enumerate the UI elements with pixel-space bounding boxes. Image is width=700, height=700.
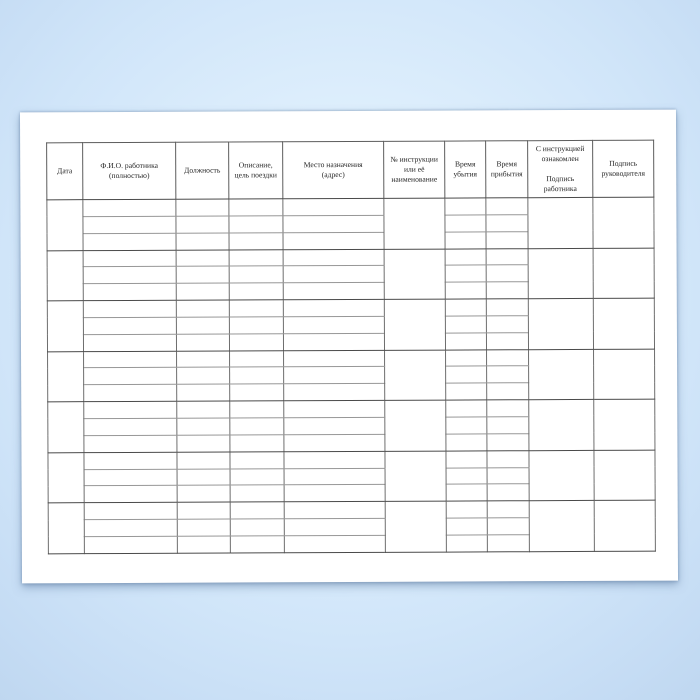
cell-arrival-time xyxy=(487,417,529,434)
cell-arrival-time xyxy=(487,400,529,417)
journal-table xyxy=(46,140,656,554)
cell-trip-purpose xyxy=(230,519,284,536)
cell-employee-name xyxy=(84,351,177,368)
cell-departure-time xyxy=(445,333,486,350)
cell-employee-name xyxy=(84,536,177,553)
cell-arrival-time xyxy=(486,299,528,316)
document-page xyxy=(20,110,678,584)
cell-destination xyxy=(283,333,384,350)
col-header-destination: Место назначения (адрес) xyxy=(283,141,384,198)
cell-supervisor-signature xyxy=(593,197,654,248)
cell-position xyxy=(176,283,229,300)
col-header-employee-signature: С инструкцией ознакомлен Подпись работника xyxy=(528,140,593,197)
cell-employee-name xyxy=(83,250,176,267)
cell-arrival-time xyxy=(486,248,528,265)
cell-employee-signature xyxy=(528,298,593,349)
cell-trip-purpose xyxy=(230,367,284,384)
cell-departure-time xyxy=(446,366,487,383)
cell-departure-time xyxy=(446,349,487,366)
cell-employee-name xyxy=(84,401,177,418)
col-header-employee-name: Ф.И.О. работника (полностью) xyxy=(83,142,176,199)
cell-date xyxy=(48,503,84,554)
cell-destination xyxy=(284,367,385,384)
cell-trip-purpose xyxy=(229,334,283,351)
cell-employee-name xyxy=(83,199,176,216)
cell-date xyxy=(47,200,83,251)
cell-trip-purpose xyxy=(229,300,283,317)
cell-position xyxy=(176,317,229,334)
table-row xyxy=(47,298,654,317)
cell-instruction-number xyxy=(384,249,445,300)
cell-employee-name xyxy=(84,502,177,519)
cell-trip-purpose xyxy=(230,485,284,502)
cell-departure-time xyxy=(446,400,487,417)
cell-destination xyxy=(284,417,385,434)
cell-departure-time xyxy=(446,451,487,468)
cell-arrival-time xyxy=(487,434,529,451)
cell-employee-signature xyxy=(529,349,594,400)
cell-departure-time xyxy=(445,248,486,265)
cell-position xyxy=(177,435,230,452)
cell-position xyxy=(177,469,230,486)
cell-employee-signature xyxy=(529,501,594,552)
cell-employee-name xyxy=(84,486,177,503)
cell-supervisor-signature xyxy=(594,399,655,450)
cell-destination xyxy=(284,502,385,519)
cell-date xyxy=(48,452,84,503)
cell-destination xyxy=(284,451,385,468)
col-header-supervisor-signature: Подпись руководителя xyxy=(593,140,654,197)
cell-departure-time xyxy=(445,232,486,249)
cell-arrival-time xyxy=(486,282,528,299)
cell-departure-time xyxy=(446,383,487,400)
cell-employee-name xyxy=(84,452,177,469)
table-row xyxy=(47,248,654,267)
cell-departure-time xyxy=(445,265,486,282)
cell-supervisor-signature xyxy=(593,248,654,299)
cell-position xyxy=(176,300,229,317)
cell-position xyxy=(176,266,229,283)
cell-trip-purpose xyxy=(229,317,283,334)
cell-position xyxy=(176,216,229,233)
cell-supervisor-signature xyxy=(594,450,655,501)
cell-instruction-number xyxy=(385,451,446,502)
cell-position xyxy=(176,199,229,216)
cell-trip-purpose xyxy=(230,401,284,418)
cell-destination xyxy=(284,350,385,367)
cell-departure-time xyxy=(446,417,487,434)
cell-departure-time xyxy=(446,501,487,518)
table-row xyxy=(47,197,654,216)
cell-destination xyxy=(283,249,384,266)
col-header-instruction-number: № инструкции или её наименование xyxy=(384,141,445,198)
cell-arrival-time xyxy=(486,316,528,333)
cell-position xyxy=(177,418,230,435)
table-row xyxy=(48,500,655,519)
cell-arrival-time xyxy=(487,518,529,535)
cell-trip-purpose xyxy=(229,266,283,283)
col-header-date: Дата xyxy=(47,143,83,200)
cell-departure-time xyxy=(445,215,486,232)
col-header-trip-purpose: Описание, цель поездки xyxy=(229,142,283,199)
cell-departure-time xyxy=(446,518,487,535)
cell-trip-purpose xyxy=(230,350,284,367)
cell-arrival-time xyxy=(487,501,529,518)
table-row xyxy=(48,450,655,469)
cell-trip-purpose xyxy=(230,435,284,452)
cell-destination xyxy=(284,535,385,552)
cell-trip-purpose xyxy=(230,536,284,553)
col-header-arrival-time: Время прибытия xyxy=(486,141,528,198)
cell-departure-time xyxy=(446,434,487,451)
cell-employee-name xyxy=(83,283,176,300)
cell-arrival-time xyxy=(486,265,528,282)
cell-trip-purpose xyxy=(230,468,284,485)
cell-date xyxy=(47,250,83,301)
cell-employee-name xyxy=(84,385,177,402)
cell-employee-name xyxy=(83,300,176,317)
cell-position xyxy=(177,536,230,553)
cell-arrival-time xyxy=(487,535,529,552)
table-row xyxy=(48,349,655,368)
cell-position xyxy=(177,502,230,519)
cell-instruction-number xyxy=(385,350,446,401)
col-header-position: Должность xyxy=(176,142,229,199)
cell-date xyxy=(48,351,84,402)
cell-arrival-time xyxy=(487,484,529,501)
cell-arrival-time xyxy=(487,366,529,383)
cell-destination xyxy=(284,384,385,401)
cell-employee-name xyxy=(84,519,177,536)
cell-trip-purpose xyxy=(229,216,283,233)
cell-employee-name xyxy=(83,334,176,351)
cell-position xyxy=(177,367,230,384)
cell-employee-signature xyxy=(528,248,593,299)
cell-trip-purpose xyxy=(230,384,284,401)
cell-employee-name xyxy=(84,435,177,452)
cell-destination xyxy=(284,468,385,485)
cell-departure-time xyxy=(446,467,487,484)
cell-instruction-number xyxy=(384,299,445,350)
cell-arrival-time xyxy=(487,450,529,467)
cell-destination xyxy=(284,518,385,535)
col-header-departure-time: Время убытия xyxy=(445,141,486,198)
cell-trip-purpose xyxy=(230,418,284,435)
cell-destination xyxy=(283,266,384,283)
cell-arrival-time xyxy=(486,231,528,248)
cell-departure-time xyxy=(446,484,487,501)
cell-destination xyxy=(283,283,384,300)
cell-employee-signature xyxy=(528,197,593,248)
cell-arrival-time xyxy=(487,383,529,400)
cell-date xyxy=(48,402,84,453)
cell-departure-time xyxy=(446,535,487,552)
cell-arrival-time xyxy=(486,332,528,349)
cell-employee-name xyxy=(83,216,176,233)
cell-supervisor-signature xyxy=(594,500,655,551)
cell-destination xyxy=(284,434,385,451)
cell-position xyxy=(176,334,229,351)
cell-position xyxy=(177,519,230,536)
cell-departure-time xyxy=(445,282,486,299)
cell-trip-purpose xyxy=(230,451,284,468)
cell-instruction-number xyxy=(385,501,446,552)
cell-arrival-time xyxy=(486,198,528,215)
cell-trip-purpose xyxy=(229,283,283,300)
cell-position xyxy=(177,384,230,401)
cell-departure-time xyxy=(445,198,486,215)
cell-position xyxy=(177,452,230,469)
cell-destination xyxy=(283,232,384,249)
cell-destination xyxy=(283,198,384,215)
cell-supervisor-signature xyxy=(593,298,654,349)
cell-trip-purpose xyxy=(230,502,284,519)
cell-trip-purpose xyxy=(229,232,283,249)
cell-supervisor-signature xyxy=(594,349,655,400)
cell-departure-time xyxy=(445,316,486,333)
cell-arrival-time xyxy=(487,467,529,484)
cell-position xyxy=(177,351,230,368)
cell-arrival-time xyxy=(486,215,528,232)
cell-position xyxy=(177,401,230,418)
cell-position xyxy=(176,250,229,267)
cell-position xyxy=(176,233,229,250)
cell-arrival-time xyxy=(487,349,529,366)
cell-employee-name xyxy=(84,418,177,435)
table-row xyxy=(48,399,655,418)
cell-departure-time xyxy=(445,299,486,316)
cell-employee-name xyxy=(83,233,176,250)
cell-destination xyxy=(283,316,384,333)
cell-trip-purpose xyxy=(229,249,283,266)
cell-employee-name xyxy=(83,267,176,284)
cell-date xyxy=(47,301,83,352)
cell-employee-signature xyxy=(529,450,594,501)
cell-destination xyxy=(283,215,384,232)
cell-destination xyxy=(284,485,385,502)
cell-instruction-number xyxy=(385,400,446,451)
cell-employee-name xyxy=(83,317,176,334)
cell-destination xyxy=(284,400,385,417)
cell-employee-signature xyxy=(529,400,594,451)
cell-trip-purpose xyxy=(229,199,283,216)
cell-employee-name xyxy=(84,368,177,385)
cell-position xyxy=(177,485,230,502)
cell-instruction-number xyxy=(384,198,445,249)
cell-employee-name xyxy=(84,469,177,486)
cell-destination xyxy=(283,299,384,316)
